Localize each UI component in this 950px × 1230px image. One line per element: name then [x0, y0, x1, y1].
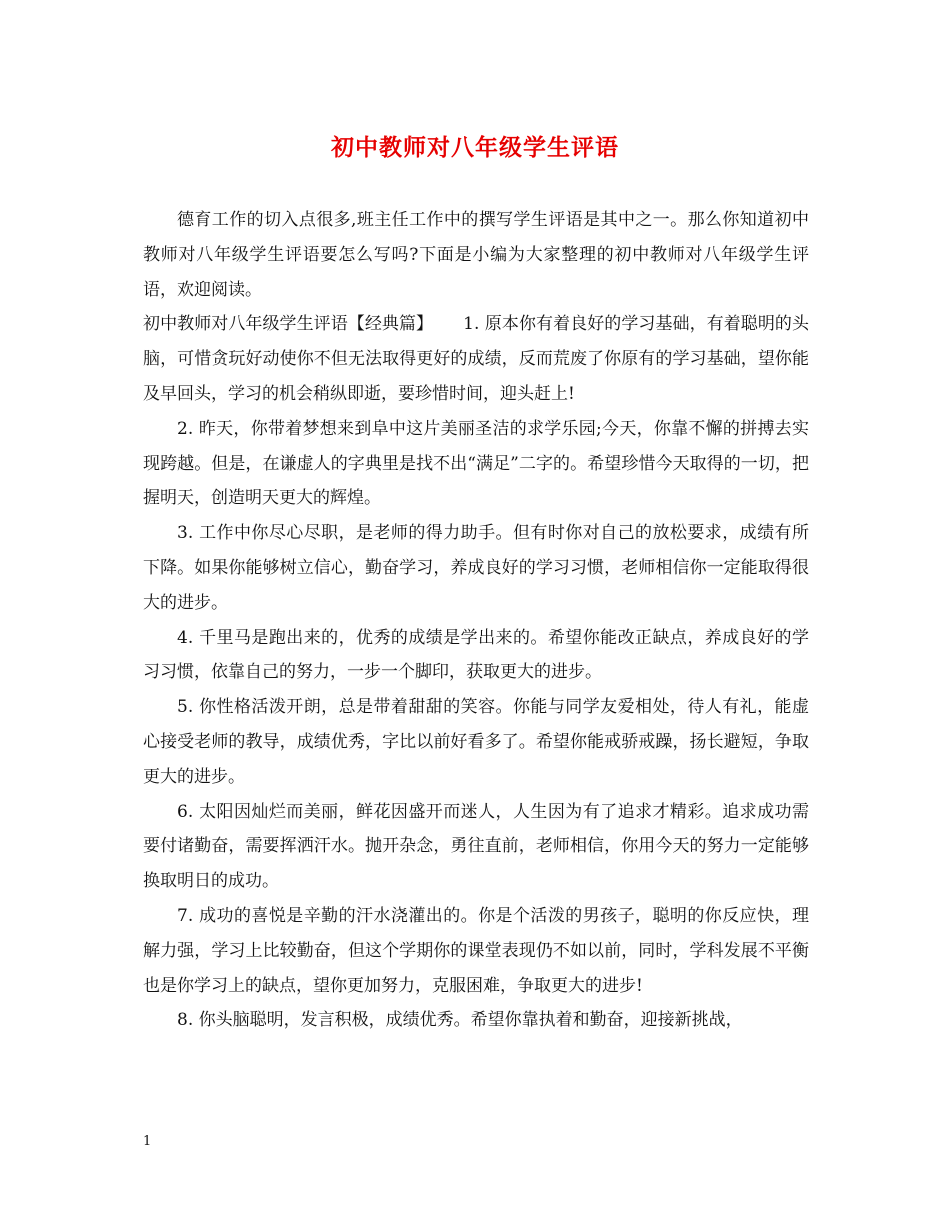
- list-item: 4. 千里马是跑出来的，优秀的成绩是学出来的。希望你能改正缺点，养成良好的学习习惯，依靠自己的努力，一步一个脚印，获取更大的进步。: [143, 627, 809, 683]
- list-item: 2. 昨天，你带着梦想来到阜中这片美丽圣洁的求学乐园;今天，你靠不懈的拼搏去实现跨越。但是，在谦虚人的字典里是找不出“满足”二字的。希望珍惜今天取得的一切，把握明天，创造明天更大的辉煌。: [143, 418, 809, 509]
- list-item: 5. 你性格活泼开朗，总是带着甜甜的笑容。你能与同学友爱相处，待人有礼，能虚心接受老师的教导，成绩优秀，字比以前好看多了。希望你能戒骄戒躁，扬长避短，争取更大的进步。: [143, 697, 809, 787]
- intro-paragraph: 德育工作的切入点很多,班主任工作中的撰写学生评语是其中之一。那么你知道初中教师对八年级学生评语要怎么写吗?下面是小编为大家整理的初中教师对八年级学生评语，欢迎阅读。: [143, 210, 809, 300]
- section-paragraph: [143, 307, 809, 411]
- page-number: 1: [143, 1134, 152, 1149]
- list-item: 7. 成功的喜悦是辛勤的汗水浇灌出的。你是个活泼的男孩子，聪明的你反应快，理解力强，学习上比较勤奋，但这个学期你的课堂表现仍不如以前，同时，学科发展不平衡也是你学习上的缺点，望你更加努力，克服困难，争取更大的进步!: [143, 905, 809, 996]
- list-item: 3. 工作中你尽心尽职，是老师的得力助手。但有时你对自己的放松要求，成绩有所下降。如果你能够树立信心，勤奋学习，养成良好的学习习惯，老师相信你一定能取得很大的进步。: [143, 523, 809, 613]
- page-title: 初中教师对八年级学生评语: [331, 134, 619, 161]
- section-heading: 初中教师对八年级学生评语【经典篇】: [143, 314, 434, 335]
- list-item: 6. 太阳因灿烂而美丽，鲜花因盛开而迷人，人生因为有了追求才精彩。追求成功需要付诸勤奋，需要挥洒汗水。抛开杂念，勇往直前，老师相信，你用今天的努力一定能够换取明日的成功。: [143, 801, 809, 892]
- list-item: 8. 你头脑聪明，发言积极，成绩优秀。希望你靠执着和勤奋，迎接新挑战，: [177, 1010, 743, 1031]
- item-1-text: 1. 原本你有着良好的学习基础，有着聪明的头脑，可惜贪玩好动使你不但无法取得更好的成绩，反而荒废了你原有的学习基础，望你能及早回头，学习的机会稍纵即逝，要珍惜时间，迎头赶上!: [143, 314, 810, 404]
- document-body: [143, 203, 809, 1038]
